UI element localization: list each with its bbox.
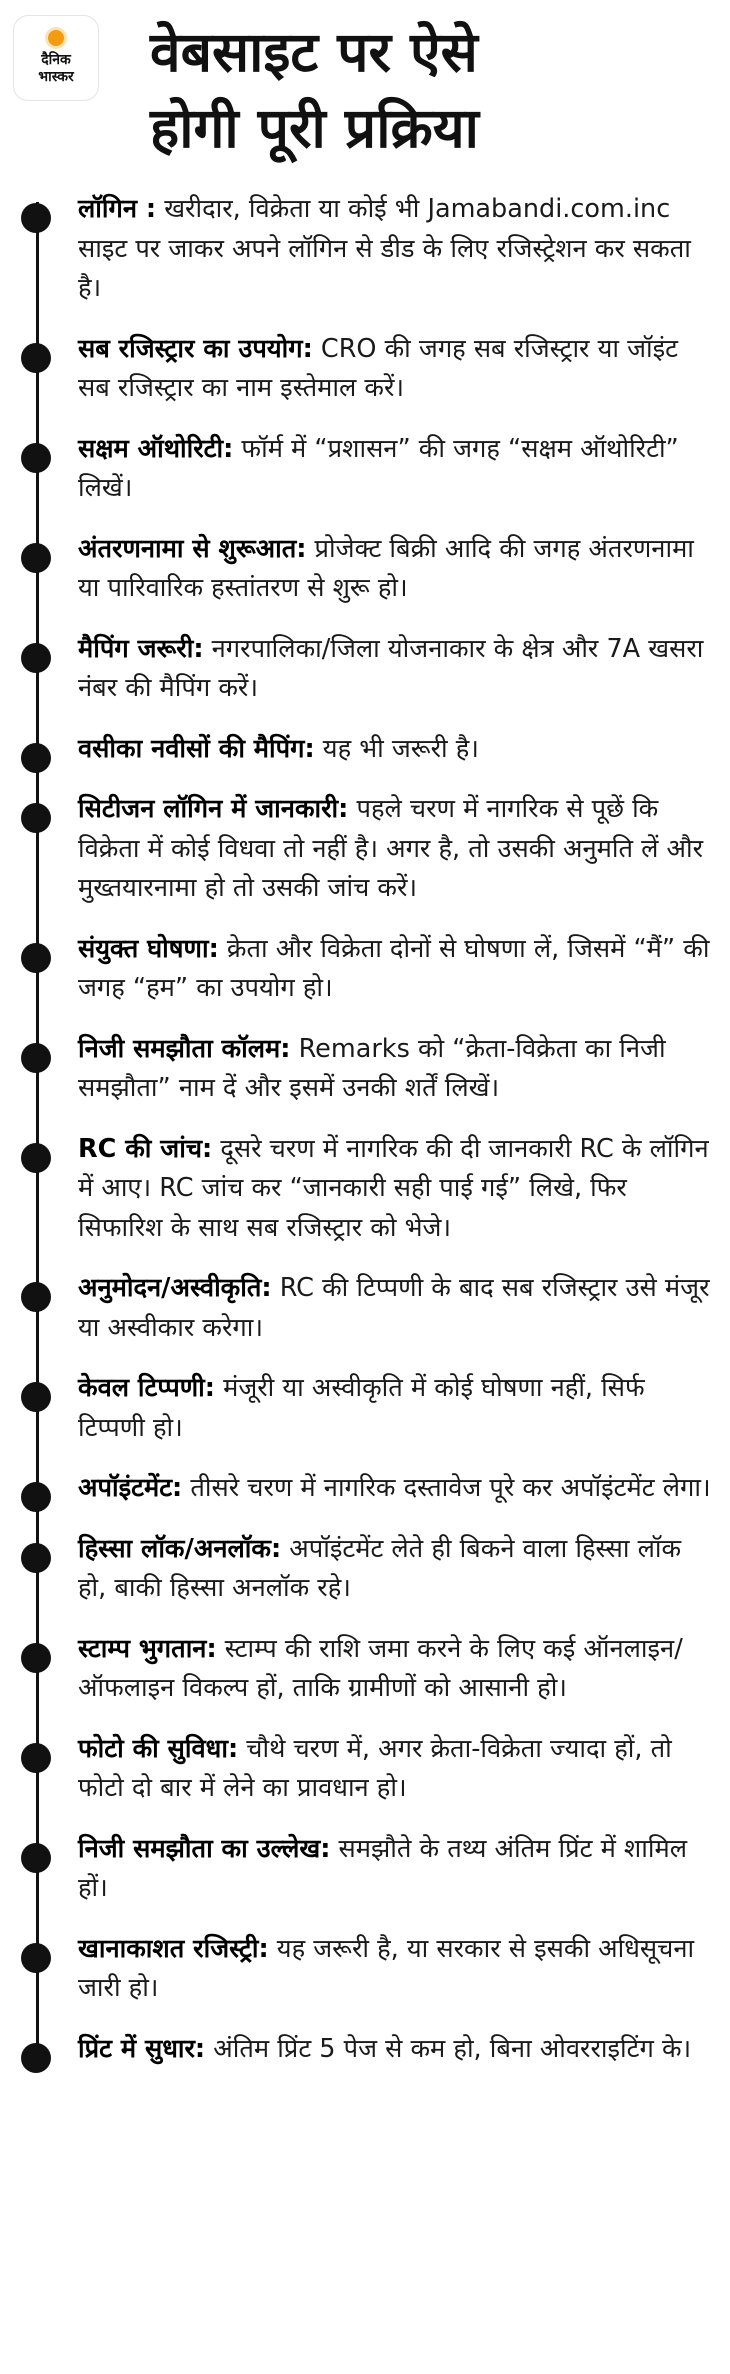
bullet-dot-icon — [21, 443, 51, 473]
timeline-item-description: मंजूरी या अस्वीकृति में कोई घोषणा नहीं, सिर्फ टिप्पणी हो। — [78, 1373, 645, 1443]
bullet-dot-icon — [21, 1943, 51, 1973]
bullet-dot-icon — [21, 1043, 51, 1073]
timeline-item-label: मैपिंग जरूरी: — [78, 633, 204, 664]
timeline-item-description: फॉर्म में “प्रशासन” की जगह “सक्षम ऑथोरिटी” लिखें। — [78, 433, 679, 503]
bullet-dot-icon — [21, 1843, 51, 1873]
timeline-item-text — [78, 190, 712, 309]
timeline-item-label: स्टाम्प भुगतान: — [78, 1633, 217, 1664]
timeline-item-text — [78, 1730, 712, 1809]
timeline-item-label: सक्षम ऑथोरिटी: — [78, 433, 234, 464]
timeline-item — [78, 1469, 712, 1509]
header — [0, 0, 730, 190]
timeline-item-text — [78, 630, 712, 709]
timeline-item-description: यह भी जरूरी है। — [314, 733, 479, 764]
bullet-dot-icon — [21, 543, 51, 573]
bullet-dot-icon — [21, 343, 51, 373]
timeline-item-description: प्रोजेक्ट बिक्री आदि की जगह अंतरणनामा या पारिवारिक हस्तांतरण से शुरू हो। — [78, 533, 694, 603]
bullet-dot-icon — [21, 1143, 51, 1173]
sun-icon — [48, 30, 64, 46]
timeline-item — [78, 1830, 712, 1909]
timeline-item-text — [78, 530, 712, 609]
logo-text-line1: दैनिक — [41, 52, 71, 68]
timeline-item-label: सब रजिस्ट्रार का उपयोग: — [78, 333, 313, 364]
timeline-item-description: यह जरूरी है, या सरकार से इसकी अधिसूचना जारी हो। — [78, 1933, 695, 2003]
timeline-item — [78, 430, 712, 509]
bullet-dot-icon — [21, 1543, 51, 1573]
timeline-item — [78, 1630, 712, 1709]
timeline-item-label: संयुक्त घोषणा: — [78, 933, 219, 964]
page-title — [150, 14, 710, 166]
timeline-item-description: तीसरे चरण में नागरिक दस्तावेज पूरे कर अपॉइंटमेंट लेगा। — [182, 1473, 711, 1503]
timeline-item-label: खानाकाशत रजिस्ट्री: — [78, 1933, 269, 1964]
timeline-item-text — [78, 1469, 712, 1509]
bullet-dot-icon — [21, 743, 51, 773]
timeline-item-description: चौथे चरण में, अगर क्रेता-विक्रेता ज्यादा हों, तो फोटो दो बार में लेने का प्रावधान हो। — [78, 1733, 672, 1803]
timeline-item-description: RC की टिप्पणी के बाद सब रजिस्ट्रार उसे मंजूर या अस्वीकार करेगा। — [78, 1273, 710, 1343]
timeline-item-text — [78, 1269, 712, 1348]
timeline-item-description: स्टाम्प की राशि जमा करने के लिए कई ऑनलाइन/ऑफलाइन विकल्प हों, ताकि ग्रामीणों को आसानी हो। — [78, 1633, 683, 1703]
timeline-item-text — [78, 1030, 712, 1109]
timeline-item-text — [78, 1830, 712, 1909]
timeline-item-text — [78, 1130, 712, 1249]
timeline-item-description: अंतिम प्रिंट 5 पेज से कम हो, बिना ओवरराइटिंग के। — [205, 2033, 692, 2064]
timeline-item-text — [78, 1530, 712, 1609]
timeline-item-description: नगरपालिका/जिला योजनाकार के क्षेत्र और 7A खसरा नंबर की मैपिंग करें। — [78, 633, 704, 703]
timeline-item-text — [78, 2030, 712, 2070]
bullet-dot-icon — [21, 1382, 51, 1412]
bullet-dot-icon — [21, 1282, 51, 1312]
timeline-item — [78, 1030, 712, 1109]
bullet-dot-icon — [21, 643, 51, 673]
timeline-item — [78, 190, 712, 309]
timeline-item-label: वसीका नवीसों की मैपिंग: — [78, 733, 315, 764]
timeline-item-description: Remarks को “क्रेता-विक्रेता का निजी समझौता” नाम दें और इसमें उनकी शर्तें लिखें। — [78, 1033, 666, 1103]
timeline-item-label: अंतरणनामा से शुरूआत: — [78, 533, 307, 564]
bullet-dot-icon — [21, 943, 51, 973]
timeline-item-text — [78, 930, 712, 1009]
timeline-item-text — [78, 730, 712, 770]
timeline-item-label: केवल टिप्पणी: — [78, 1373, 215, 1403]
timeline-item-description: पहले चरण में नागरिक से पूछें कि विक्रेता में कोई विधवा तो नहीं है। अगर है, तो उसकी अनुमति लें और मुख्तयारनामा हो तो उसकी जांच करें। — [78, 794, 704, 903]
timeline-item-label: लॉगिन : — [78, 194, 157, 224]
timeline-item — [78, 530, 712, 609]
timeline-item — [78, 1130, 712, 1249]
timeline-item-text — [78, 330, 712, 409]
bullet-dot-icon — [21, 2043, 51, 2073]
bullet-dot-icon — [21, 1482, 51, 1512]
timeline-item — [78, 930, 712, 1009]
timeline-item-label: सिटीजन लॉगिन में जानकारी: — [78, 794, 349, 824]
timeline-item-label: अनुमोदन/अस्वीकृति: — [78, 1273, 272, 1303]
bullet-dot-icon — [21, 803, 51, 833]
timeline-item — [78, 1730, 712, 1809]
timeline-item-label: फोटो की सुविधा: — [78, 1733, 239, 1764]
timeline-item — [78, 1269, 712, 1348]
dainik-bhaskar-logo — [14, 16, 98, 100]
timeline-item-description: क्रेता और विक्रेता दोनों से घोषणा लें, जिसमें “मैं” की जगह “हम” का उपयोग हो। — [78, 933, 710, 1003]
timeline-item-description: CRO की जगह सब रजिस्ट्रार या जॉइंट सब रजिस्ट्रार का नाम इस्तेमाल करें। — [78, 333, 678, 403]
bullet-dot-icon — [21, 1743, 51, 1773]
timeline-item-text — [78, 1630, 712, 1709]
timeline-item — [78, 2030, 712, 2070]
timeline-item-description: अपॉइंटमेंट लेते ही बिकने वाला हिस्सा लॉक हो, बाकी हिस्सा अनलॉक रहे। — [78, 1533, 682, 1603]
process-timeline — [0, 190, 730, 2069]
timeline-item-text — [78, 1369, 712, 1448]
timeline-item — [78, 730, 712, 770]
timeline-item-description: समझौते के तथ्य अंतिम प्रिंट में शामिल हों। — [78, 1833, 688, 1903]
timeline-item-text — [78, 790, 712, 909]
timeline-item-label: हिस्सा लॉक/अनलॉक: — [78, 1533, 282, 1564]
page-title-line2: होगी पूरी प्रक्रिया — [150, 96, 479, 160]
timeline-item — [78, 1530, 712, 1609]
timeline-item-label: प्रिंट में सुधार: — [78, 2033, 206, 2064]
timeline-item — [78, 1369, 712, 1448]
timeline-item — [78, 630, 712, 709]
timeline-item — [78, 1930, 712, 2009]
timeline-item-label: अपॉइंटमेंट: — [78, 1473, 183, 1503]
timeline-item-label: निजी समझौता का उल्लेख: — [78, 1833, 331, 1864]
timeline-item-description: खरीदार, विक्रेता या कोई भी Jamabandi.com.inc साइट पर जाकर अपने लॉगिन से डीड के लिए रजिस्ट्रेशन कर सकता है। — [78, 194, 691, 303]
timeline-item-text — [78, 430, 712, 509]
timeline-item-text — [78, 1930, 712, 2009]
timeline-item-label: RC की जांच: — [78, 1133, 213, 1164]
timeline-item-label: निजी समझौता कॉलम: — [78, 1033, 291, 1064]
bullet-dot-icon — [21, 1643, 51, 1673]
timeline-item — [78, 790, 712, 909]
timeline-item — [78, 330, 712, 409]
logo-text-line2: भास्कर — [38, 69, 74, 85]
timeline-item-description: दूसरे चरण में नागरिक की दी जानकारी RC के लॉगिन में आए। RC जांच कर “जानकारी सही पाई गई” लिखे, फिर सिफारिश के साथ सब रजिस्ट्रार को भेजे। — [78, 1133, 709, 1243]
page-title-line1: वेबसाइट पर ऐसे — [150, 20, 478, 84]
bullet-dot-icon — [21, 203, 51, 233]
